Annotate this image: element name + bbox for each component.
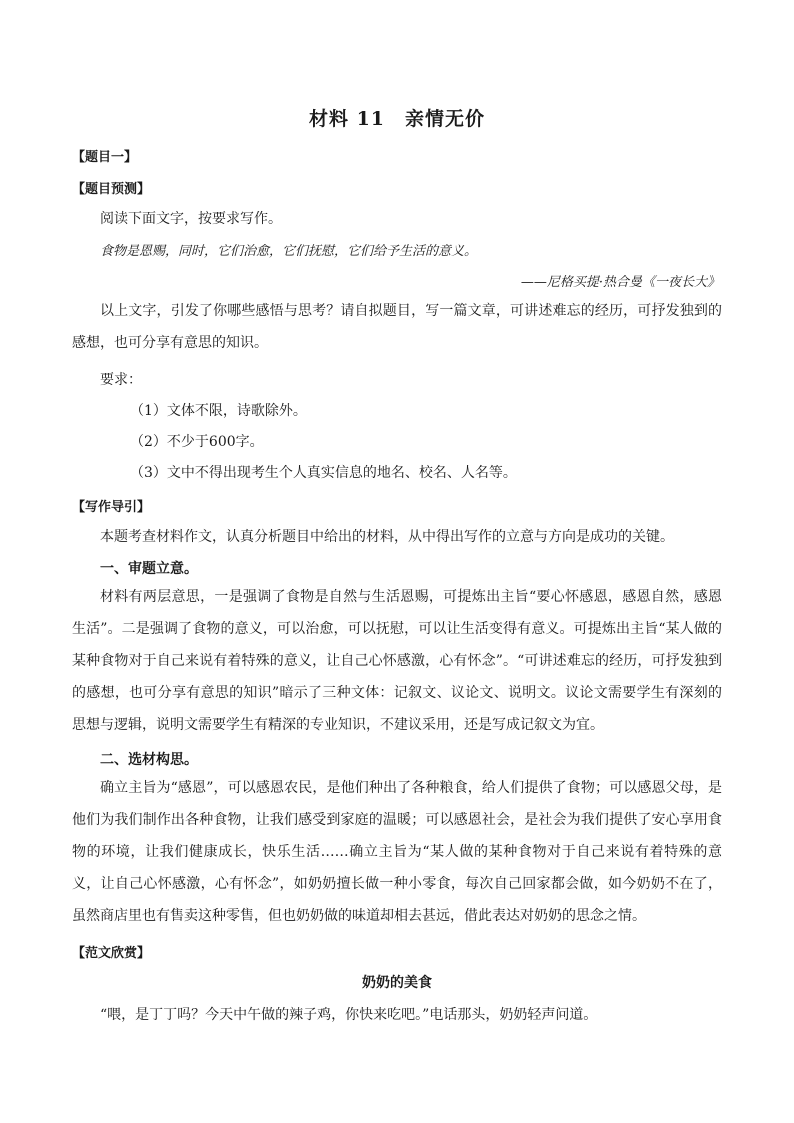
quote-text: 食物是恩赐，同时，它们治愈，它们抚慰，它们给予生活的意义。 (100, 244, 478, 259)
heading-review: 一、审题立意。 (100, 561, 198, 577)
page-title: 材料 11 亲情无价 (308, 108, 486, 130)
heading-material: 二、选材构思。 (100, 752, 198, 768)
requirement-item: （2）不少于600字。 (130, 434, 264, 450)
guide-tag: 【写作导引】 (72, 500, 151, 515)
review-paragraph: 材料有两层意思，一是强调了食物是自然与生活恩赐，可提炼出主旨“要心怀感恩，感恩自然，感恩生活”。二是强调了食物的意义，可以治愈，可以抚慰，可以让生活变得有意义。可提炼出主旨“某人做的某种食物对于自己来说有着特殊的意义，让自己心怀感激，心有怀念”。“可讲述难忘的经历，可抒发独到的感想，也可分享有意思的知识”暗示了三种文体：记叙文、议论文、说明文。议论文需要学生有深刻的思想与逻辑，说明文需要学生有精深的专业知识，不建议采用，还是写成记叙文为宜。 (72, 589, 722, 733)
sample-tag: 【范文欣赏】 (72, 946, 151, 961)
requirements-label: 要求： (100, 372, 142, 388)
requirement-item: （1）文体不限，诗歌除外。 (130, 403, 307, 419)
material-paragraph: 确立主旨为“感恩”，可以感恩农民，是他们种出了各种粮食，给人们提供了食物；可以感恩父母，是他们为我们制作出各种食物，让我们感受到家庭的温暖；可以感恩社会，是社会为我们提供了安心享用食物的环境，让我们健康成长，快乐生活……确立主旨为“某人做的某种食物对于自己来说有着特殊的意义，让自己心怀感激，心有怀念”，如奶奶擅长做一种小零食，每次自己回家都会做，如今奶奶不在了，虽然商店里也有售卖这种零售，但也奶奶做的味道却相去甚远，借此表达对奶奶的思念之情。 (72, 780, 722, 924)
guide-intro: 本题考查材料作文，认真分析题目中给出的材料，从中得出写作的立意与方向是成功的关键。 (100, 529, 674, 545)
topic-tag: 【题目一】 (72, 150, 138, 165)
essay-first-line: “喂，是丁丁吗？今天中午做的辣子鸡，你快来吃吧。”电话那头，奶奶轻声问道。 (100, 1007, 598, 1023)
instruction-text: 阅读下面文字，按要求写作。 (100, 211, 282, 227)
prompt-paragraph: 以上文字，引发了你哪些感悟与思考？请自拟题目，写一篇文章，可讲述难忘的经历，可抒发独到的感想，也可分享有意思的知识。 (72, 303, 722, 351)
requirement-item: （3）文中不得出现考生个人真实信息的地名、校名、人名等。 (130, 465, 517, 481)
prediction-tag: 【题目预测】 (72, 182, 151, 197)
essay-title: 奶奶的美食 (362, 975, 432, 991)
quote-source: ——尼格买提·热合曼《一夜长大》 (520, 275, 720, 290)
